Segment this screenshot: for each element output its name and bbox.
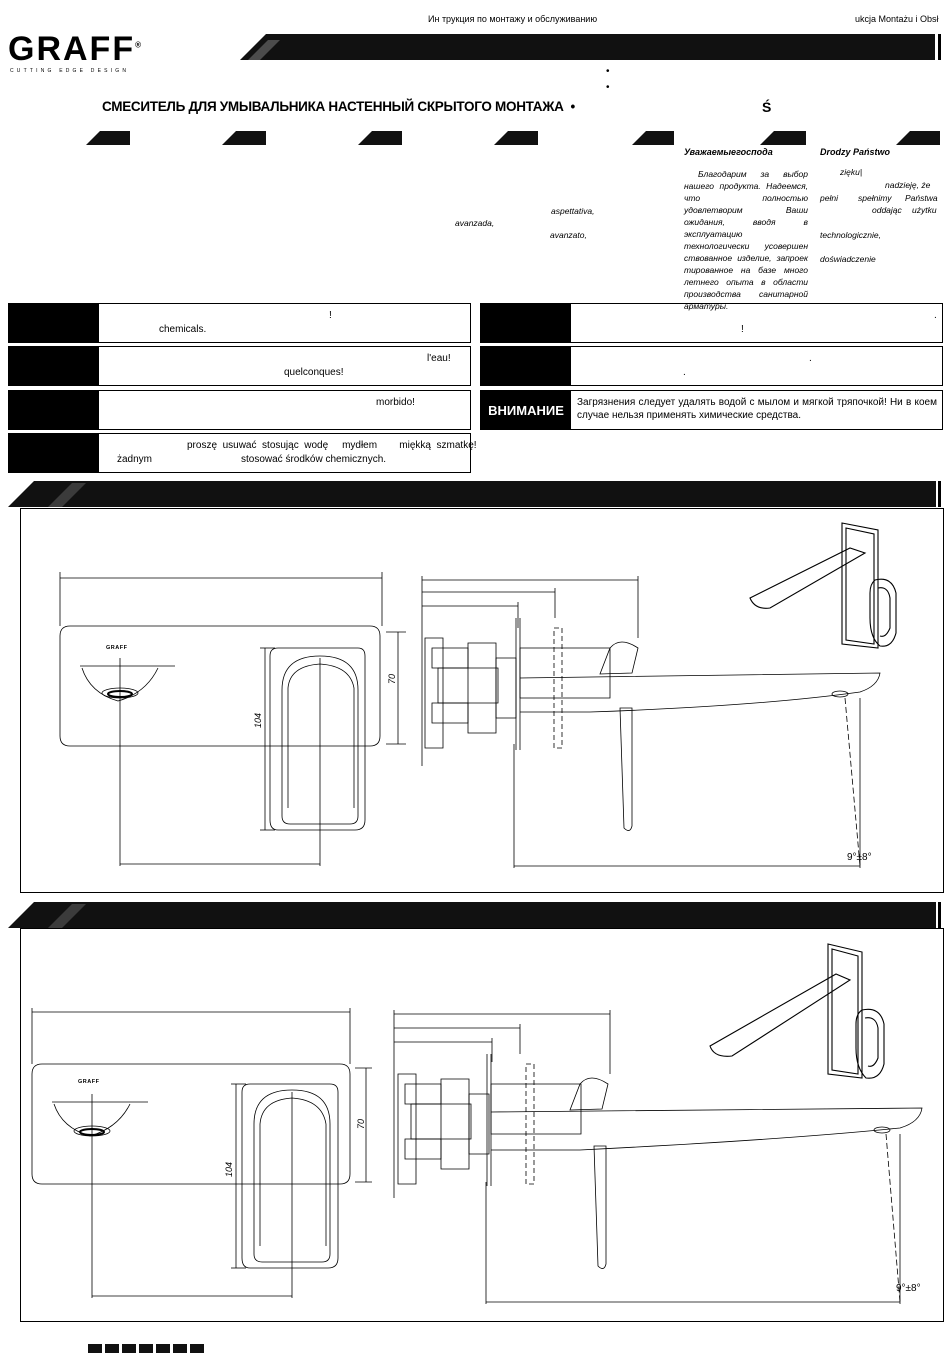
- technical-drawing-2: [20, 928, 942, 1320]
- warning-label-fr: [9, 347, 99, 385]
- warning-en-line2: chemicals.: [159, 324, 207, 335]
- intro-ru-body: Благодарим за выбор нашего продукта. Надеемся, что полностью удовлетворим Ваши ожидания, вводя в эксплуатацию технологически усовершен ствованное изделие, запроек тированное на базе много летнего опыта в области производства санитарной арматуры.: [684, 169, 808, 311]
- warning-box-r2: [480, 346, 943, 386]
- warning-label-ru: ВНИМАНИЕ: [481, 391, 571, 429]
- intro-pl-w5: technologicznie,: [820, 230, 881, 240]
- section-band-2-end: [938, 902, 941, 928]
- warning-r2-line2: .: [683, 367, 686, 378]
- dim-height-2: 70: [356, 1118, 366, 1129]
- front-view-1: [60, 572, 406, 866]
- warning-box-r1: [480, 303, 943, 343]
- side-view-2: [394, 1010, 922, 1304]
- warning-label-en: [9, 304, 99, 342]
- warning-fr-line2: quelconques!: [284, 367, 344, 378]
- dim-height-1: 70: [387, 673, 397, 684]
- section-band-1: [8, 481, 936, 507]
- warning-fr-line1: l'eau!: [427, 353, 451, 364]
- bullet-2: •: [606, 82, 610, 93]
- intro-pl-w2: nadzieję, że: [885, 180, 931, 190]
- front-view-2: [32, 1008, 372, 1298]
- warning-box-ru: [480, 390, 943, 430]
- registered-mark: ®: [135, 40, 143, 50]
- header-band-end: [938, 34, 941, 60]
- section-band-1-end: [938, 481, 941, 507]
- warning-it-line1: morbido!: [376, 397, 415, 408]
- warning-label-r1: [481, 304, 571, 342]
- warning-pl-line2b: stosować środków chemicznych.: [241, 454, 387, 465]
- product-title: [102, 99, 575, 114]
- intro-pl-w6: doświadczenie: [820, 254, 876, 264]
- warning-r1-line2: !: [741, 324, 744, 335]
- column-tabs: [0, 128, 950, 146]
- warning-box-pl: [8, 433, 477, 473]
- warning-ru-text: Загрязнения следует удалять водой с мылом и мягкой тряпочкой! Ни в коем случае нельзя применять химические средства.: [577, 397, 937, 421]
- intro-pl-w3b: spełnimy: [858, 193, 892, 203]
- bullet-1: •: [606, 66, 610, 77]
- doc-title-ru: Ин трукция по монтажу и обслуживанию: [428, 14, 598, 24]
- intro-pl-w3a: pełni: [820, 193, 838, 203]
- warning-en-line1: !: [329, 310, 332, 321]
- side-view-1: [422, 576, 880, 868]
- intro-pl-w4a: oddając: [872, 205, 902, 215]
- warning-pl-line1: proszę usuwać stosując wodę mydłem miękką szmatkę!: [187, 440, 477, 451]
- angle-label-1: 9°±8°: [847, 852, 872, 863]
- warning-box-fr: [8, 346, 471, 386]
- brand-name: GRAFF: [8, 30, 136, 68]
- warning-box-it: [8, 390, 471, 430]
- intro-it-avanzato: avanzato,: [550, 230, 587, 240]
- dim-handle-1: 104: [253, 712, 263, 728]
- product-title-text: СМЕСИТЕЛЬ ДЛЯ УМЫВАЛЬНИКА НАСТЕННЫЙ СКРЫТОГО МОНТАЖА: [102, 99, 564, 114]
- angle-label-2: 9°±8°: [896, 1283, 921, 1294]
- intro-pl-w3c: Państwa: [905, 193, 938, 203]
- section-band-2: [8, 902, 936, 928]
- intro-pl-heading: Drodzy Państwo: [820, 147, 891, 157]
- accent-char: Ś: [762, 99, 772, 115]
- warning-label-pl: [9, 434, 99, 472]
- intro-es-avanzada: avanzada,: [455, 218, 495, 228]
- front-plate-logo-2: GRAFF: [78, 1079, 100, 1085]
- technical-drawing-1: [20, 508, 942, 891]
- footer-blocks: [88, 1344, 210, 1354]
- warning-label-it: [9, 391, 99, 429]
- brand-logo: [8, 30, 143, 69]
- warning-pl-line2a: żadnym: [117, 454, 153, 465]
- warning-r1-line1: .: [934, 310, 937, 321]
- header-band: [240, 34, 935, 60]
- brand-tagline: CUTTING EDGE DESIGN: [10, 68, 130, 74]
- dim-handle-2: 104: [224, 1161, 234, 1177]
- intro-pl-w1: zięku|: [840, 167, 863, 177]
- perspective-view-2: [710, 944, 884, 1078]
- doc-title-pl: ukcja Montażu i Obsł: [855, 14, 939, 24]
- warning-r2-line1: .: [809, 353, 812, 364]
- front-plate-logo-1: GRAFF: [106, 645, 128, 651]
- perspective-view-1: [750, 523, 896, 648]
- warning-label-r2: [481, 347, 571, 385]
- warning-box-en: [8, 303, 471, 343]
- intro-ru-heading: Уважаемыегоспода: [684, 147, 773, 157]
- product-title-bullet: •: [570, 99, 575, 114]
- intro-pl-w4b: użytku: [912, 205, 937, 215]
- intro-es-aspettativa: aspettativa,: [551, 206, 595, 216]
